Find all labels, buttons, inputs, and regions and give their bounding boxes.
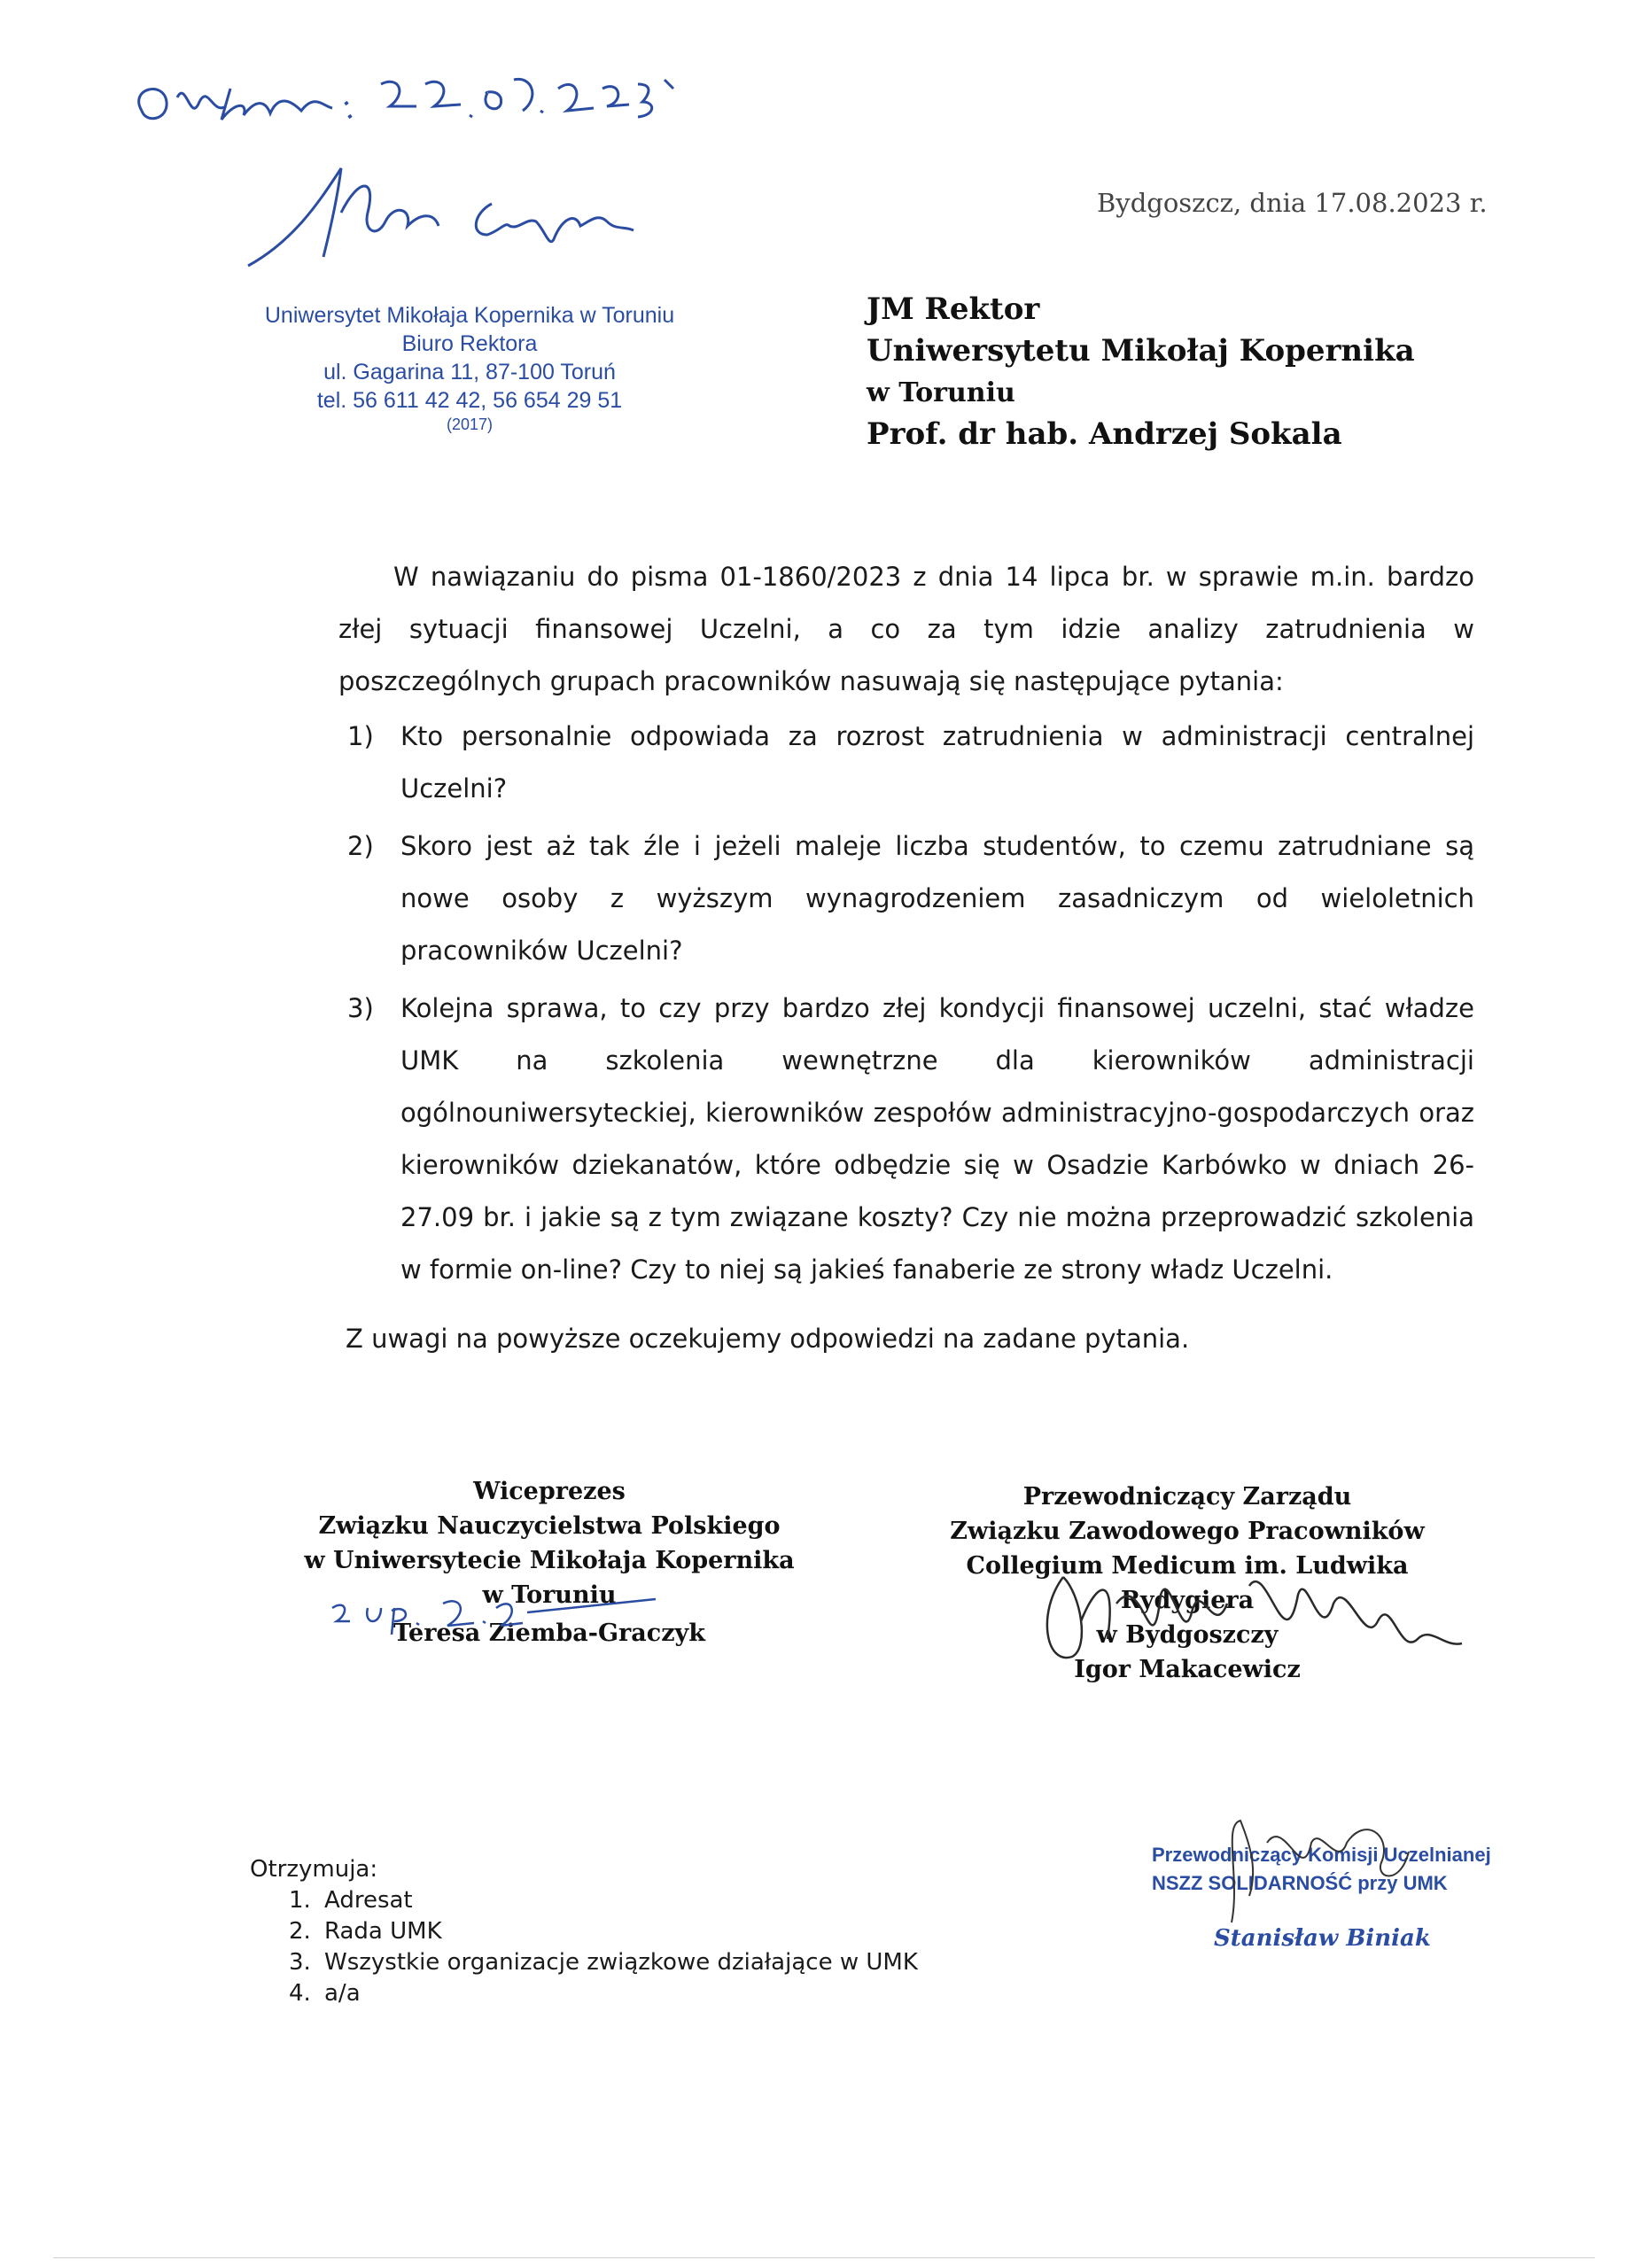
list-item [347,711,1474,815]
recipient-number: 1. [289,1887,311,1914]
question-text: Kolejna sprawa, to czy przy bardzo złej kondycji finansowej uczelni, stać władze UMK na szkolenia wewnętrzne dla kierowników administracji ogólnouniwersyteckiej, kierowników zespołów administracyjno-gospodarczych oraz kierowników dziekanatów, które odbędzie się w Osadzie Karbówko w dniach 26-27.09 br. i jakie są z tym związane koszty? Czy nie można przeprowadzić szkolenia w formie on-line? Czy to niej są jakieś fanaberie ze strony władz Uczelni. [400,993,1474,1285]
signature-right-org2: Collegium Medicum im. Ludwika Rydygiera [966,1552,1409,1614]
solidarnosc-signature-handwriting [1214,1807,1462,1931]
question-number: 1) [347,721,374,751]
question-text: Kto personalnie odpowiada za rozrost zatrudnienia w administracji centralnej Uczelni? [400,721,1474,804]
list-item [347,983,1474,1296]
addressee-university: Uniwersytetu Mikołaj Kopernika [867,333,1415,369]
stamp-year: (2017) [446,416,494,433]
questions-list [347,711,1474,1296]
rector-office-stamp [230,301,709,435]
recipients-heading: Otrzymuja: [250,1856,378,1883]
handwritten-initials-graphic [328,1586,665,1639]
signature-left-org: Związku Nauczycielstwa Polskiego [318,1512,781,1540]
signature-left-role: Wiceprezes [473,1478,626,1505]
list-item [250,1885,1047,1916]
stamp-address: ul. Gagarina 11, 87-100 Toruń [323,360,616,384]
signature-left-org2: w Uniwersytecie Mikołaja Kopernika [304,1547,795,1574]
recipient-text: a/a [324,1980,361,2007]
question-number: 3) [347,993,374,1023]
stamp-office: Biuro Rektora [401,331,538,356]
solidarnosc-name: Stanisław Biniak [1214,1925,1431,1952]
handwritten-signature-graphic [1028,1542,1471,1683]
stamp-phone: tel. 56 611 42 42, 56 654 29 51 [316,388,623,413]
rector-office-signature [244,159,651,284]
signature-left-city: w Toruniu [482,1581,617,1609]
signature-right-org: Związku Zawodowego Pracowników [950,1518,1425,1545]
addressee-block [867,289,1415,455]
solidarnosc-role: Przewodniczący Komisji Uczelnianej [1152,1844,1491,1866]
recipient-number: 3. [289,1949,311,1976]
question-text: Skoro jest aż tak źle i jeżeli maleje liczba studentów, to czemu zatrudniane są nowe osoby z wyższym wynagrodzeniem zasadniczym od wieloletnich pracowników Uczelni? [400,831,1474,966]
addressee-title: JM Rektor [867,291,1040,327]
received-note [124,62,709,142]
footer-divider [53,2257,1595,2258]
handwritten-signature-graphic [244,159,651,284]
addressee-city: w Toruniu [867,377,1015,408]
place-date: Bydgoszcz, dnia 17.08.2023 r. [1097,188,1488,218]
signature-right-city: w Bydgoszczy [1096,1621,1279,1649]
list-item [250,1916,1047,1947]
intro-text: W nawiązaniu do pisma 01-1860/2023 z dnia 14 lipca br. w sprawie m.in. bardzo złej sytuacji finansowej Uczelni, a co za tym idzie analizy zatrudnienia w poszczególnych grupach pracowników nasuwają się następujące pytania: [338,562,1474,696]
signature-right-handwriting [1028,1542,1471,1683]
stamp-university: Uniwersytet Mikołaja Kopernika w Toruniu [264,303,675,328]
recipient-text: Wszystkie organizacje związkowe działające w UMK [324,1949,918,1976]
signature-left-name: Teresa Ziemba-Graczyk [393,1619,705,1647]
question-number: 2) [347,831,374,861]
list-item [250,1947,1047,1978]
addressee-name: Prof. dr hab. Andrzej Sokala [867,416,1342,452]
list-item [250,1978,1047,2009]
handwritten-signature-graphic [1214,1807,1462,1931]
list-item [347,820,1474,977]
recipient-number: 4. [289,1980,311,2007]
signature-right-role: Przewodniczący Zarządu [1022,1483,1352,1511]
recipients-list [250,1885,1047,2009]
recipient-number: 2. [289,1918,311,1945]
recipient-text: Adresat [324,1887,413,1914]
signature-right-name: Igor Makacewicz [1074,1656,1301,1683]
recipients-block [250,1854,1047,2009]
closing-sentence: Z uwagi na powyższe oczekujemy odpowiedzi na zadane pytania. [346,1324,1190,1354]
recipient-text: Rada UMK [324,1918,442,1945]
handwritten-received-note-graphic [124,62,709,142]
intro-paragraph [338,551,1474,708]
solidarnosc-org: NSZZ SOLIDARNOŚĆ przy UMK [1152,1872,1448,1894]
signature-left-handwriting [328,1586,665,1639]
